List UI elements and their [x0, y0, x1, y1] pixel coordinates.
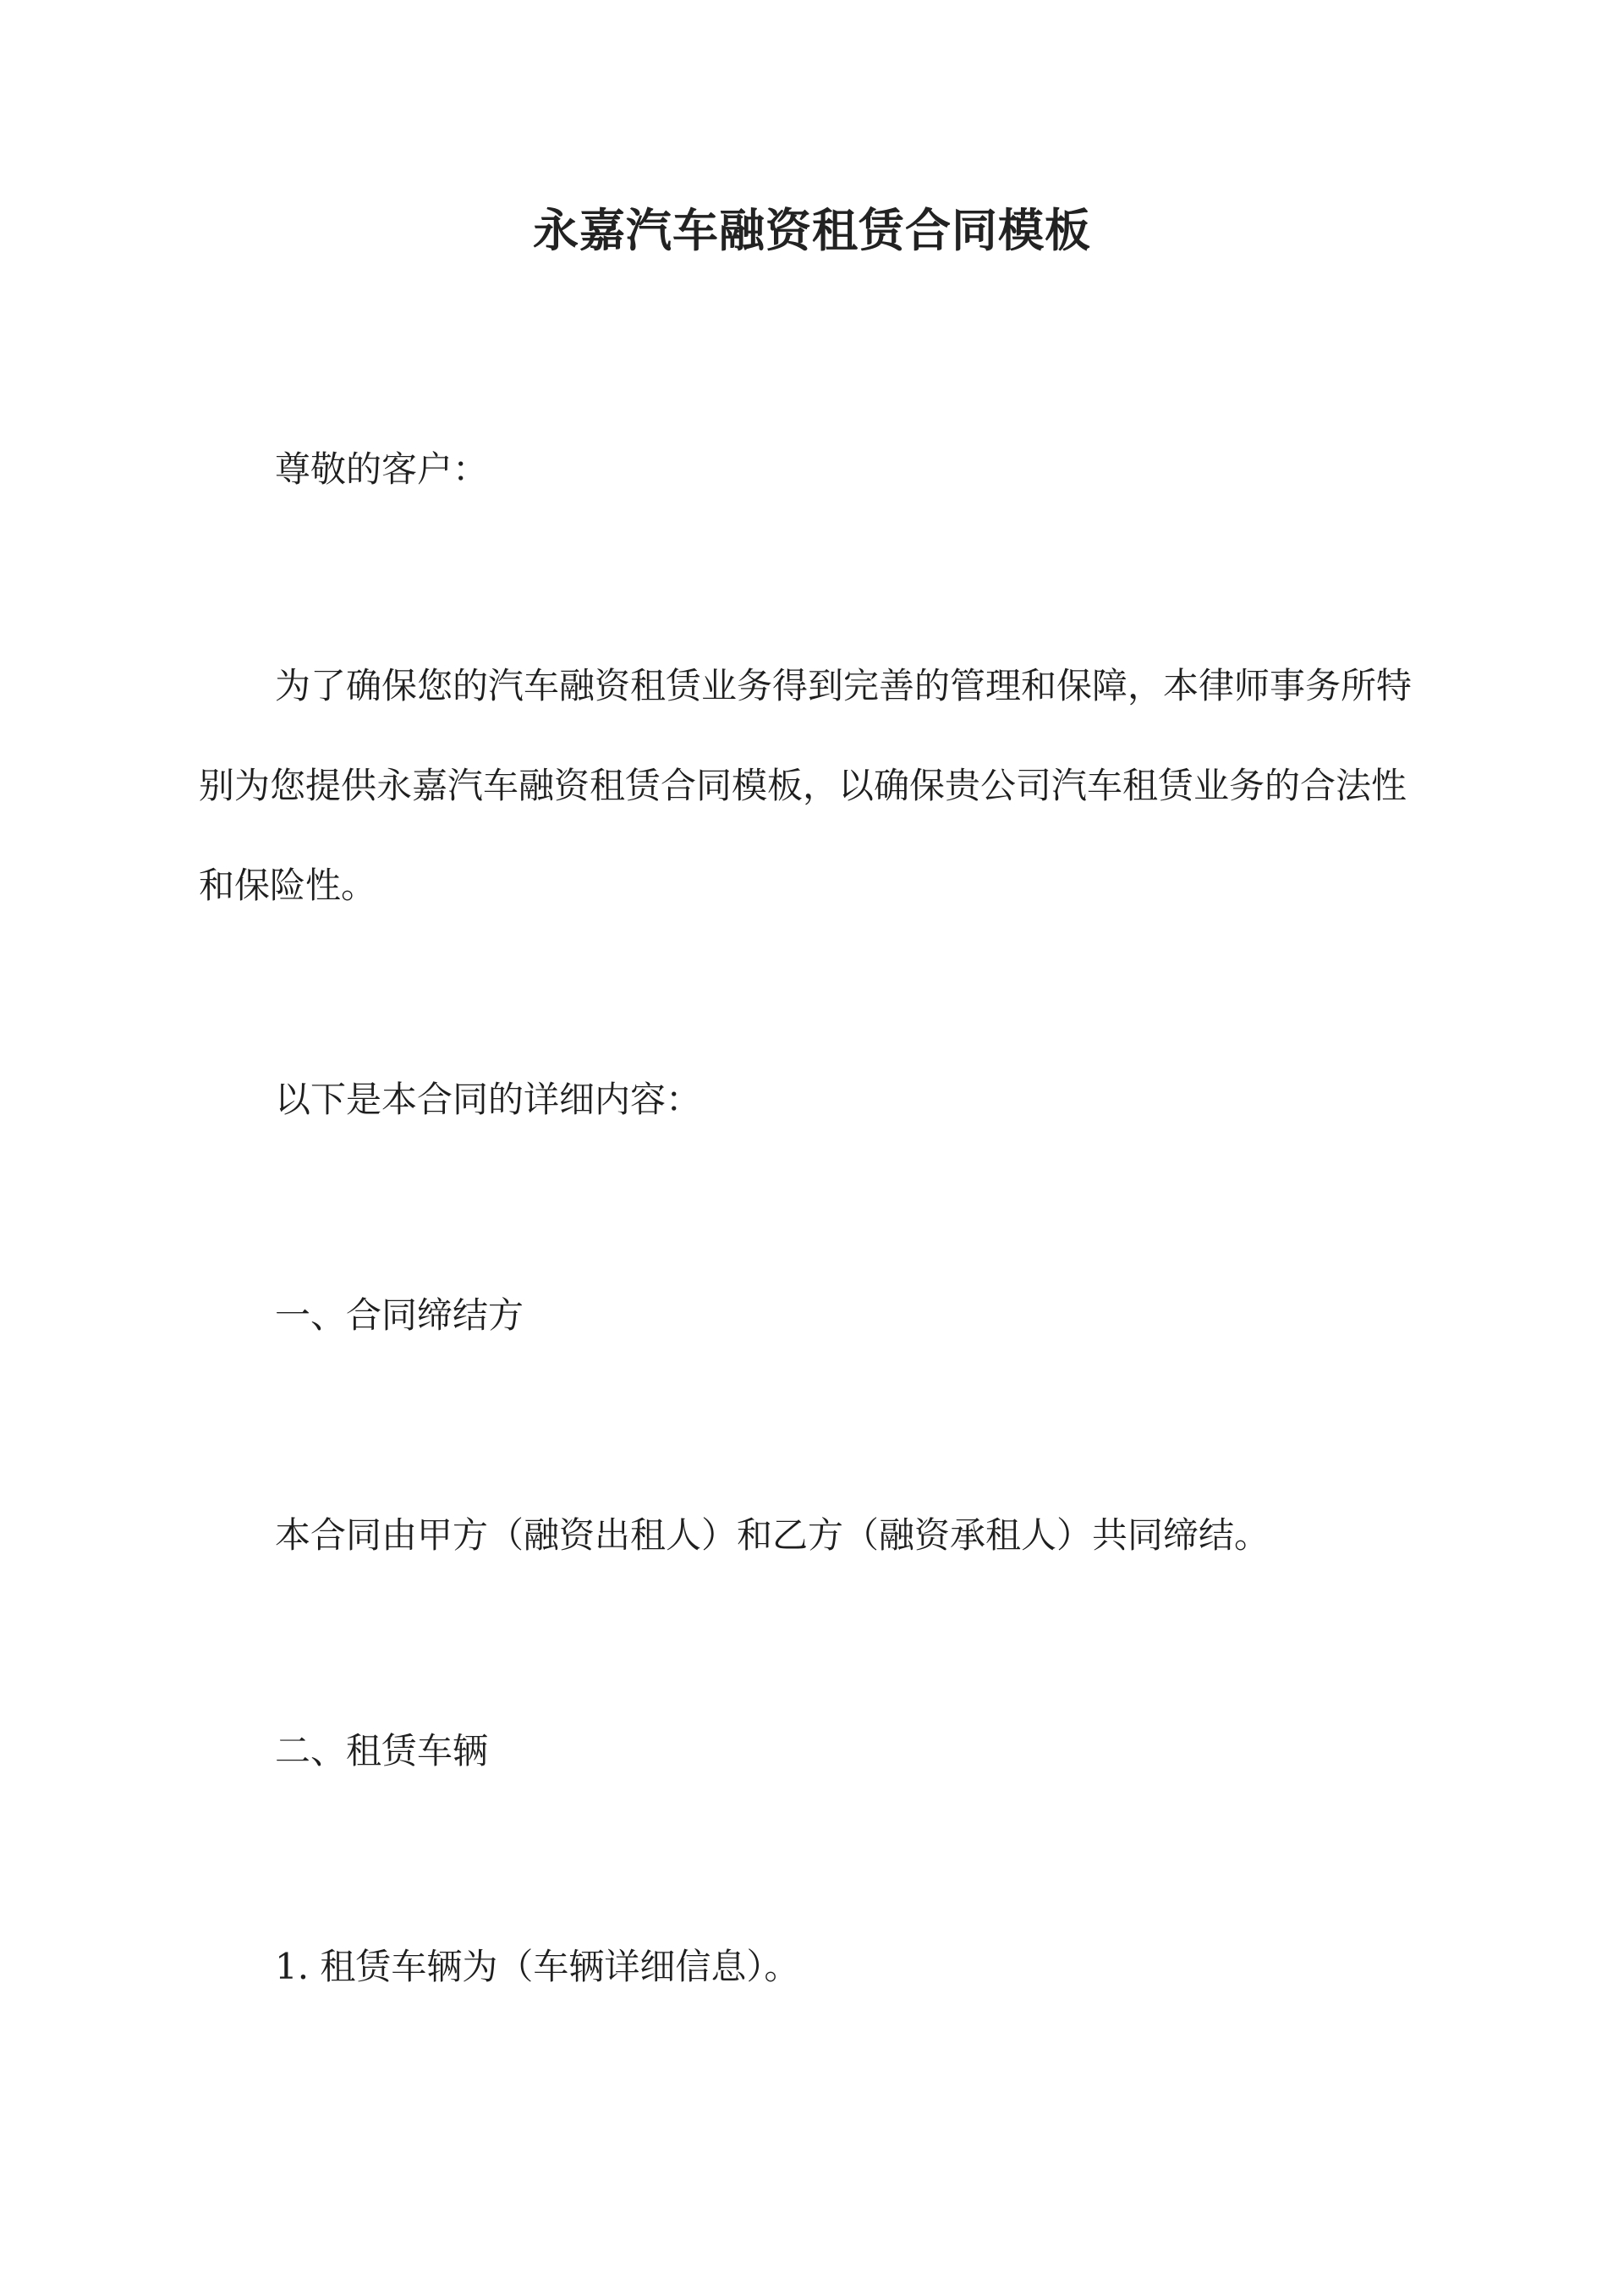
- section-body-parties: 本合同由甲方（融资出租人）和乙方（融资承租人）共同缔结。: [275, 1514, 1270, 1556]
- section-heading-vehicle: 二、租赁车辆: [275, 1730, 489, 1771]
- document-title: 永嘉汽车融资租赁合同模板: [533, 203, 1091, 257]
- intro-paragraph: 为了确保您的汽车融资租赁业务得到完善的管理和保障，本律师事务所特别为您提供永嘉汽车融资租赁合同模板，以确保贵公司汽车租赁业务的合法性和保险性。: [199, 665, 1413, 906]
- greeting-paragraph: 尊敬的客户：: [275, 448, 489, 490]
- section-heading-parties: 一、合同缔结方: [275, 1294, 524, 1336]
- list-item-vehicle-info: 1. 租赁车辆为（车辆详细信息）。: [275, 1946, 800, 1987]
- following-paragraph: 以下是本合同的详细内容：: [275, 1079, 702, 1120]
